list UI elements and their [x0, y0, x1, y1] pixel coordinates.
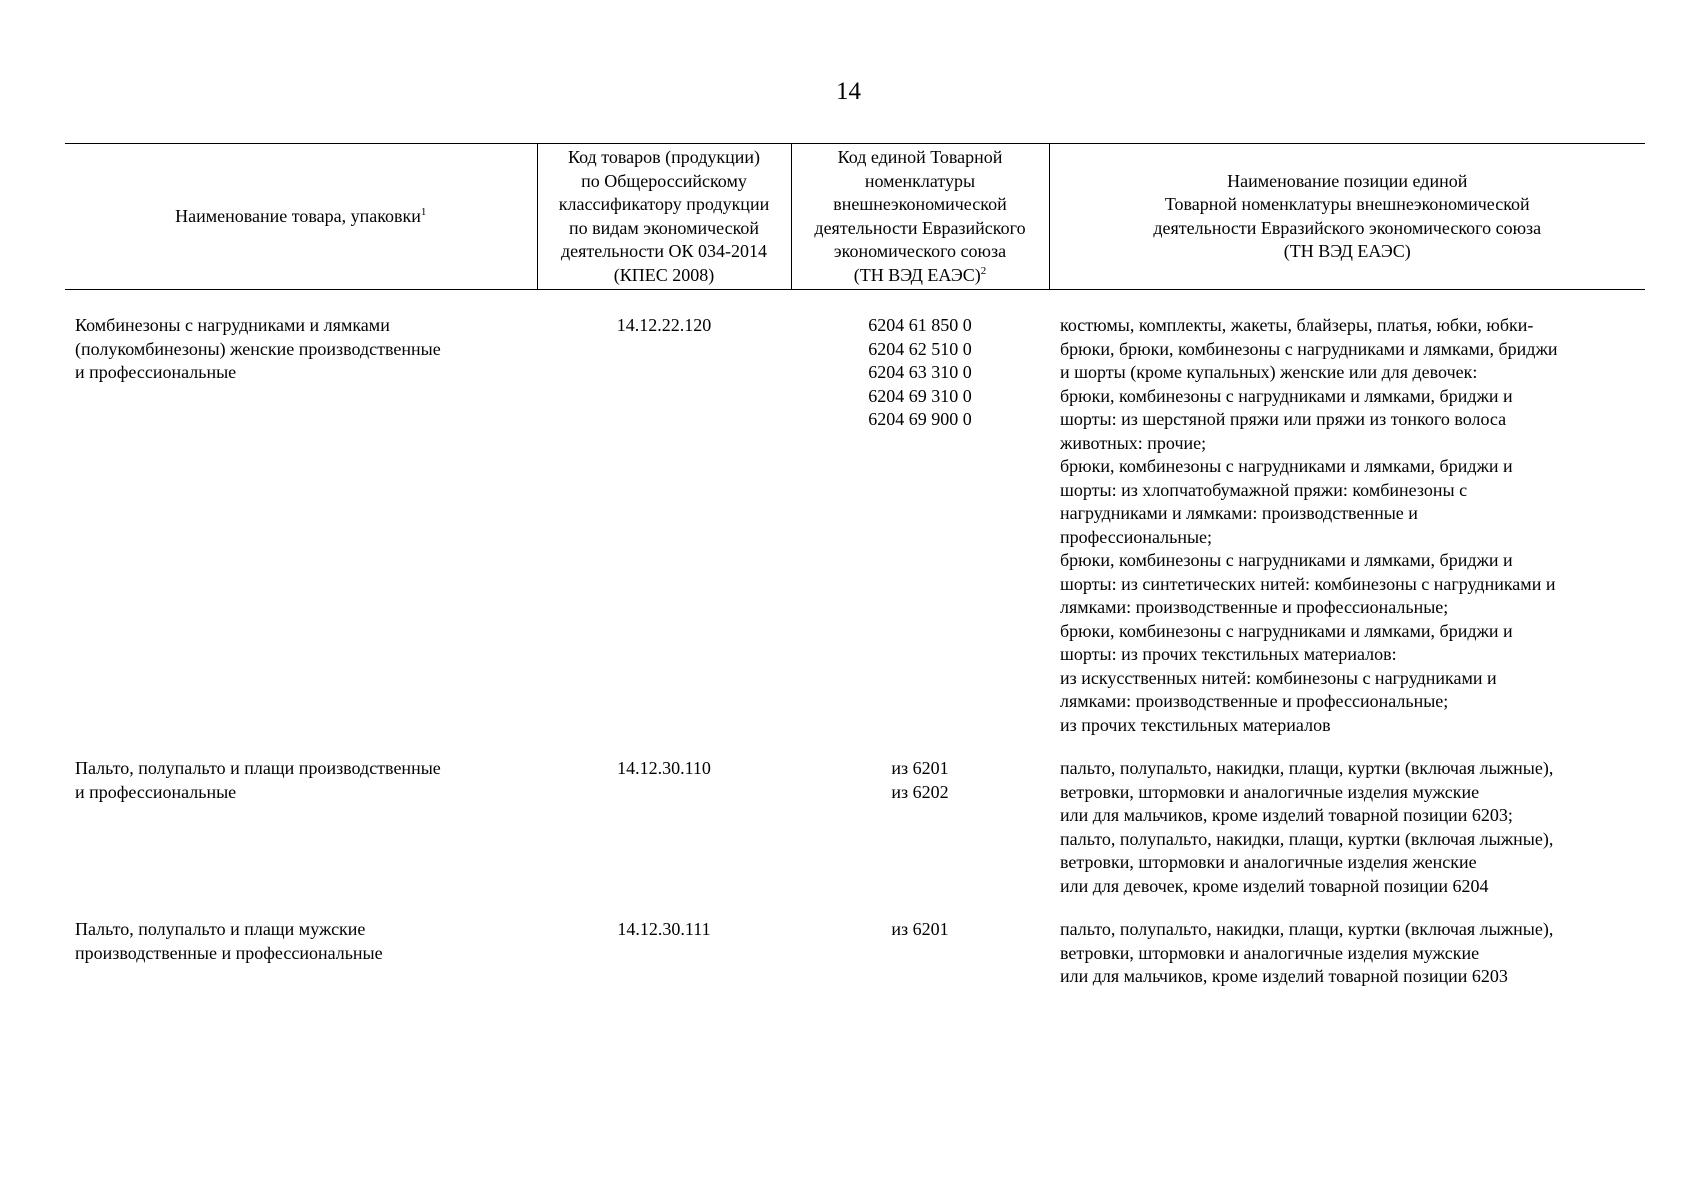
table-header-row — [65, 144, 1645, 290]
tnved-description-cell-line: шорты: из хлопчатобумажной пряжи: комбинезоны с — [1060, 479, 1468, 500]
tnved-description-cell — [1049, 757, 1645, 918]
tnved-description-cell-line: брюки, комбинезоны с нагрудниками и лямками, бриджи и — [1060, 550, 1513, 570]
tnved-description-cell-line: ветровки, штормовки и аналогичные изделия женские — [1060, 852, 1477, 872]
tnved-code-cell-line: 6204 63 310 0 — [868, 362, 972, 382]
header-line: экономического союза — [833, 241, 1007, 261]
header-line: по Общероссийскому — [581, 170, 747, 191]
header-line: деятельности Евразийского — [814, 217, 1026, 238]
header-line: Товарной номенклатуры внешнеэкономической — [1164, 194, 1530, 214]
tnved-description-cell-line: брюки, комбинезоны с нагрудниками и лямками, бриджи и — [1060, 385, 1513, 406]
header-name — [65, 144, 537, 290]
goods-name-cell-line: Пальто, полупальто и плащи мужские — [75, 919, 366, 939]
header-line: классификатору продукции — [558, 194, 770, 214]
goods-name-cell — [65, 290, 537, 758]
tnved-code-cell — [791, 918, 1049, 1009]
tnved-description-cell-line: животных: прочие; — [1060, 432, 1207, 453]
tnved-description-cell-line: или для мальчиков, кроме изделий товарной позиции 6203 — [1060, 966, 1508, 986]
tnved-code-cell-line: из 6202 — [891, 781, 949, 802]
tnved-description-cell-line: из прочих текстильных материалов — [1060, 714, 1331, 735]
page-number: 14 — [836, 78, 861, 105]
tnved-code-cell-line: 6204 62 510 0 — [868, 338, 972, 359]
table-row — [65, 918, 1645, 1009]
tnved-description-cell-line: брюки, комбинезоны с нагрудниками и лямками, бриджи и — [1060, 620, 1513, 641]
tnved-description-cell-line: или для девочек, кроме изделий товарной позиции 6204 — [1060, 875, 1489, 896]
tnved-description-cell-line: ветровки, штормовки и аналогичные изделия мужские — [1060, 942, 1480, 963]
tnved-description-cell-line: костюмы, комплекты, жакеты, блайзеры, платья, юбки, юбки- — [1060, 315, 1534, 335]
tnved-description-cell — [1049, 290, 1645, 758]
tnved-description-cell-line: шорты: из синтетических нитей: комбинезоны с нагрудниками и — [1060, 573, 1556, 594]
tnved-description-cell-line: шорты: из шерстяной пряжи или пряжи из тонкого волоса — [1060, 409, 1507, 429]
tnved-description-cell-line: и шорты (кроме купальных) женские или для девочек: — [1060, 362, 1478, 382]
tnved-description-cell-line: или для мальчиков, кроме изделий товарной позиции 6203; — [1060, 805, 1513, 825]
tnved-description-cell-line: пальто, полупальто, накидки, плащи, куртки (включая лыжные), — [1060, 828, 1554, 849]
tnved-description-cell-line: пальто, полупальто, накидки, плащи, куртки (включая лыжные), — [1060, 758, 1554, 778]
tnved-code-cell — [791, 290, 1049, 758]
header-line: (КПЕС 2008) — [613, 264, 715, 285]
tnved-description-cell-line: из искусственных нитей: комбинезоны с нагрудниками и — [1060, 667, 1497, 688]
header-line: деятельности ОК 034-2014 — [560, 241, 768, 261]
tnved-description-cell — [1049, 918, 1645, 1009]
tnved-code-cell-line: 6204 69 900 0 — [868, 409, 972, 429]
header-line: (ТН ВЭД ЕАЭС)$^2$ — [853, 264, 987, 285]
header-description — [1049, 144, 1645, 290]
okpd-code-cell: 14.12.22.120 — [616, 315, 712, 335]
goods-name-cell-line: (полукомбинезоны) женские производственные — [75, 338, 441, 359]
header-line: Код товаров (продукции) — [567, 147, 761, 167]
header-line: номенклатуры — [864, 170, 976, 191]
goods-name-cell-line: Пальто, полупальто и плащи производственные — [75, 758, 441, 778]
header-line: деятельности Евразийского экономического союза — [1153, 217, 1542, 238]
footnote-marker: 2 — [980, 264, 987, 277]
goods-name-cell-line: и профессиональные — [75, 362, 237, 382]
header-name-text: Наименование товара, упаковки — [175, 205, 421, 226]
goods-table — [65, 143, 1645, 1009]
goods-name-cell-line: производственные и профессиональные — [75, 942, 383, 963]
tnved-description-cell-line: брюки, брюки, комбинезоны с нагрудниками и лямками, бриджи — [1060, 338, 1558, 359]
okpd-code-cell: 14.12.30.111 — [617, 919, 711, 939]
tnved-description-cell-line: лямками: производственные и профессиональные; — [1060, 597, 1449, 617]
okpd-code-cell: 14.12.30.110 — [617, 758, 711, 778]
tnved-code-cell — [791, 757, 1049, 918]
tnved-code-cell-line: из 6201 — [891, 919, 949, 939]
header-line: Код единой Товарной — [837, 147, 1003, 167]
tnved-description-cell-line: пальто, полупальто, накидки, плащи, куртки (включая лыжные), — [1060, 919, 1554, 939]
tnved-description-cell-line: шорты: из прочих текстильных материалов: — [1060, 644, 1397, 664]
header-line: (ТН ВЭД ЕАЭС) — [1283, 241, 1411, 261]
tnved-description-cell-line: брюки, комбинезоны с нагрудниками и лямками, бриджи и — [1060, 456, 1513, 476]
table-row — [65, 757, 1645, 918]
goods-name-cell-line: и профессиональные — [75, 781, 237, 802]
table-body — [65, 290, 1645, 1009]
footnote-marker: 1 — [420, 205, 427, 218]
header-line: по видам экономической — [568, 217, 760, 238]
header-line: внешнеэкономической — [833, 194, 1007, 214]
header-tnved — [791, 144, 1049, 290]
tnved-description-cell-line: лямками: производственные и профессиональные; — [1060, 691, 1449, 711]
tnved-code-cell-line: 6204 69 310 0 — [868, 385, 972, 406]
tnved-description-cell-line: ветровки, штормовки и аналогичные изделия мужские — [1060, 781, 1480, 802]
table-row — [65, 290, 1645, 758]
header-okpd — [537, 144, 791, 290]
tnved-description-cell-line: нагрудниками и лямками: производственные и — [1060, 503, 1418, 523]
tnved-code-cell-line: 6204 61 850 0 — [868, 315, 972, 335]
goods-name-cell — [65, 918, 537, 1009]
goods-name-cell — [65, 757, 537, 918]
goods-name-cell-line: Комбинезоны с нагрудниками и лямками — [75, 315, 390, 335]
header-line: Наименование позиции единой — [1227, 170, 1468, 191]
tnved-description-cell-line: профессиональные; — [1060, 526, 1213, 547]
tnved-code-cell-line: из 6201 — [891, 758, 949, 778]
